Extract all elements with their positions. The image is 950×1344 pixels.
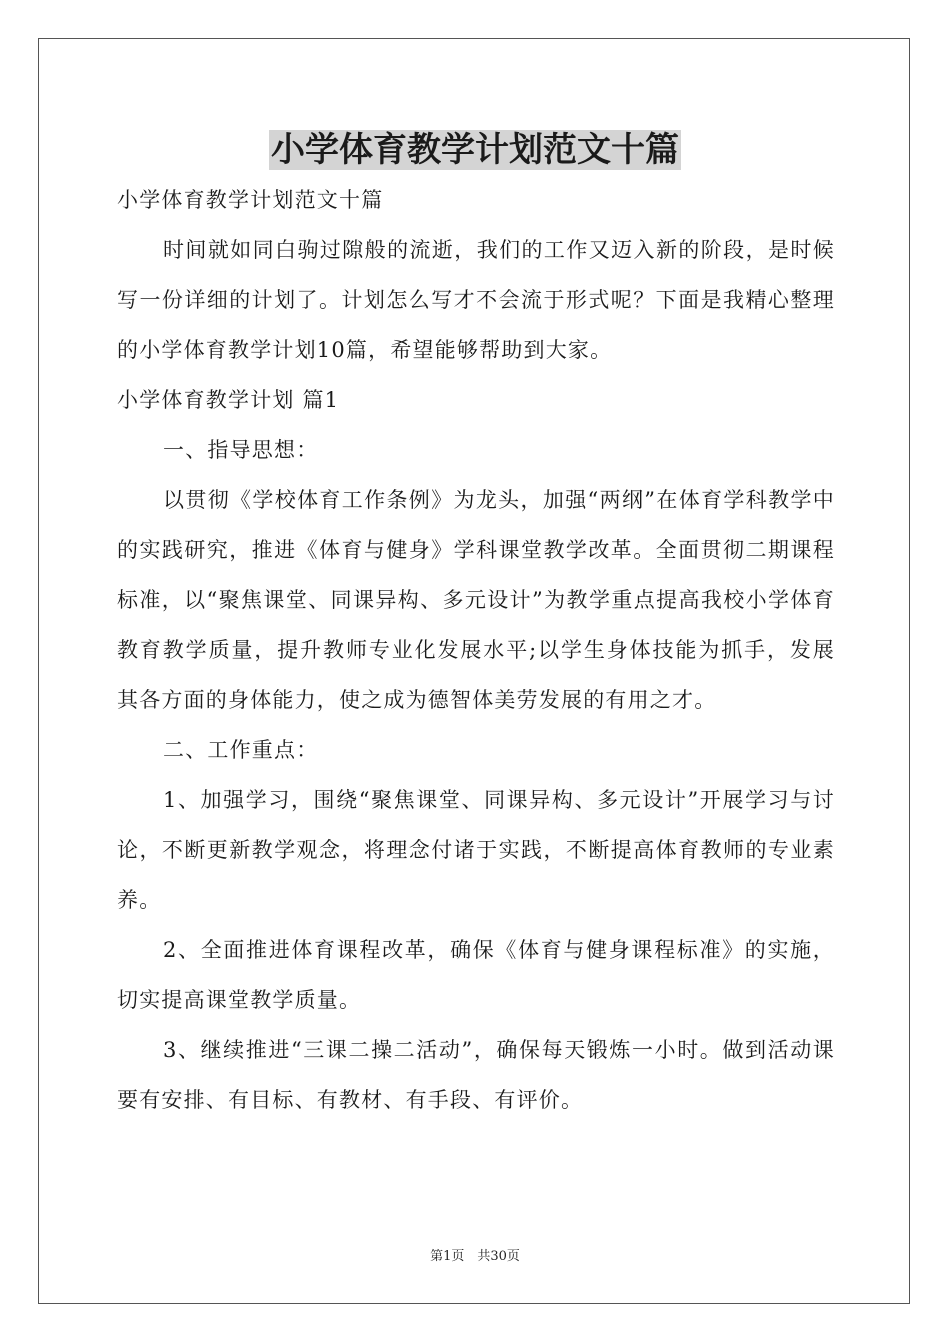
section-heading: 小学体育教学计划 篇1 bbox=[117, 388, 340, 412]
paragraph: 小学体育教学计划范文十篇 bbox=[117, 188, 384, 212]
subsection-heading: 二、工作重点： bbox=[163, 738, 319, 762]
paragraph: 时间就如同白驹过隙般的流逝，我们的工作又迈入新的阶段，是时候写一份详细的计划了。计划怎么写才不会流于形式呢？下面是我精心整理的小学体育教学计划10篇，希望能够帮助到大家。 bbox=[117, 238, 835, 362]
paragraph: 以贯彻《学校体育工作条例》为龙头，加强“两纲”在体育学科教学中的实践研究，推进《体育与健身》学科课堂教学改革。全面贯彻二期课程标准，以“聚焦课堂、同课异构、多元设计”为教学重点提高我校小学体育教育教学质量，提升教师专业化发展水平;以学生身体技能为抓手，发展其各方面的身体能力，使之成为德智体美劳发展的有用之才。 bbox=[117, 488, 835, 712]
list-item: 2、全面推进体育课程改革，确保《体育与健身课程标准》的实施，切实提高课堂教学质量。 bbox=[117, 938, 835, 1012]
document-body bbox=[117, 175, 835, 1125]
document-title-text: 小学体育教学计划范文十篇 bbox=[271, 130, 679, 170]
page-number: 第1页 共30页 bbox=[430, 1249, 520, 1264]
subsection-heading: 一、指导思想： bbox=[163, 438, 319, 462]
list-item: 1、加强学习，围绕“聚焦课堂、同课异构、多元设计”开展学习与讨论，不断更新教学观念，将理念付诸于实践，不断提高体育教师的专业素养。 bbox=[117, 788, 835, 912]
document-title bbox=[0, 126, 950, 174]
list-item: 3、继续推进“三课二操二活动”，确保每天锻炼一小时。做到活动课要有安排、有目标、有教材、有手段、有评价。 bbox=[117, 1038, 835, 1112]
